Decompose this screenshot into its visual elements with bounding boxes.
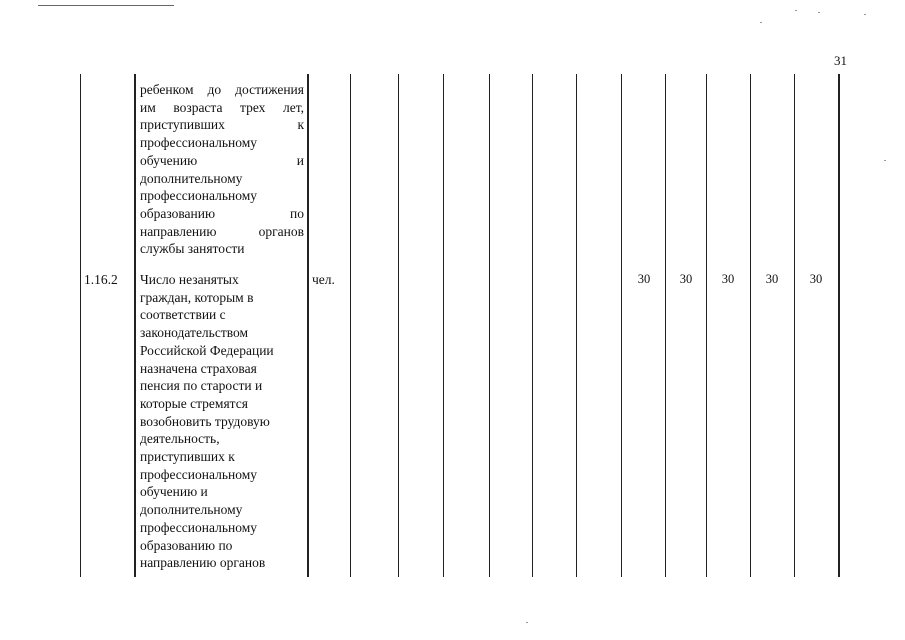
description-line: службы занятости [140,241,245,257]
description-line: образованию по [140,205,304,221]
table-column-divider [750,74,751,577]
description-line: соответствии с [140,307,226,323]
value-cell: 30 [765,272,779,286]
table-column-divider [576,74,577,577]
scan-artifact-dot [526,622,528,623]
description-line: им возраста трех лет, [140,99,304,115]
description-line: пенсия по старости и [140,378,263,394]
description-line: Число незанятых [140,272,239,287]
description-line: дополнительному [140,170,243,186]
table-column-divider [794,74,795,577]
description-line: дополнительному [140,502,243,518]
description-line: граждан, которым в [140,289,254,305]
table-column-divider [350,74,351,577]
table-column-divider [532,74,533,577]
table-border-left [80,74,81,577]
description-line: Российской Федерации [140,342,274,358]
table-column-divider [307,74,309,577]
table-column-divider [706,74,707,577]
table-column-divider [398,74,399,577]
description-line: профессиональному [140,466,257,482]
value-cell: 30 [809,272,823,286]
description-line: направлению органов [140,223,304,239]
description-line: обучению и [140,484,208,500]
description-line: образованию по [140,537,233,553]
description-line: ребенком до достижения [140,82,304,97]
description-line: деятельность, [140,431,220,447]
scan-artifact-dot [760,22,762,23]
value-cell: 30 [637,272,651,286]
table-column-divider [443,74,444,577]
scan-artifact-dot [884,160,886,161]
value-cell: 30 [679,272,693,286]
description-line: обучению и [140,152,304,168]
description-line: профессиональному [140,135,257,151]
page-number: 31 [834,53,847,68]
description-line: назначена страховая [140,360,257,376]
scan-artifact-dot [818,12,820,13]
description-line: профессиональному [140,188,257,204]
description-line: профессиональному [140,519,257,535]
table-column-divider [489,74,490,577]
table-column-divider [621,74,622,577]
description-line: приступивших к [140,117,304,133]
description-line: приступивших к [140,449,235,465]
description-line: возобновить трудовую [140,413,270,429]
table-column-divider [665,74,666,577]
description-line: направлению органов [140,555,266,571]
value-cell: 30 [721,272,735,286]
prev-row-description [140,81,304,258]
table-column-divider [134,74,136,577]
scan-artifact-dot [864,14,866,15]
table-border-right [838,74,840,577]
row-description [140,271,304,572]
scan-artifact-line [38,5,174,6]
description-line: которые стремятся [140,395,248,411]
row-number: 1.16.2 [84,272,118,287]
unit-cell: чел. [312,272,335,287]
scan-artifact-dot [795,10,797,11]
description-line: законодательством [140,325,249,341]
